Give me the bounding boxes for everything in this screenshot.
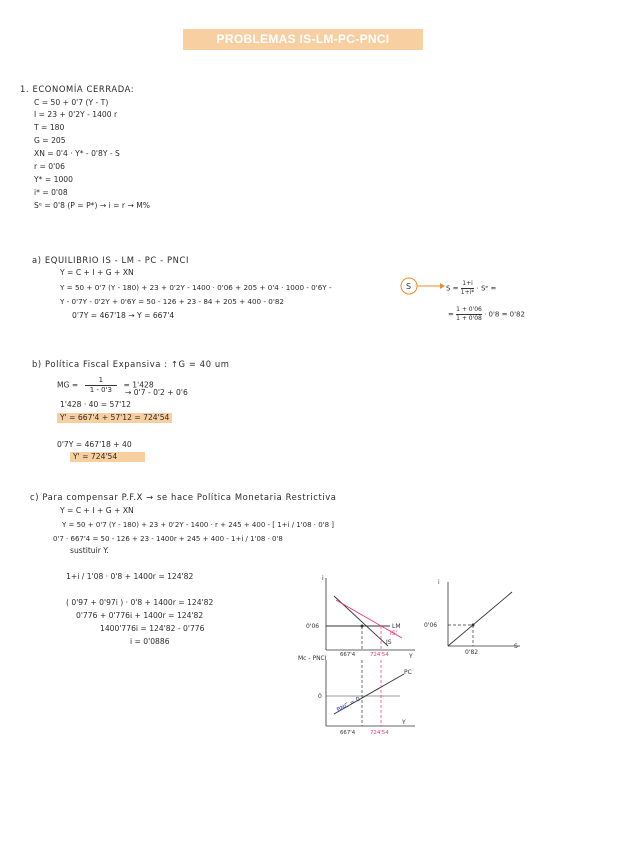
islm-r-tick: 0'06 — [306, 623, 320, 630]
pc-label: PC — [404, 669, 412, 676]
part-c-line: 0'7 · 667'4 = 50 - 126 + 23 - 1400r + 245 + 400 - 1+i / 1'08 · 0'8 — [53, 535, 283, 543]
frac1-den: 1+i* — [460, 289, 475, 296]
part-c-line: 1400'776i = 124'82 - 0'776 — [100, 624, 205, 633]
pc-x-label: Y — [402, 719, 406, 726]
part-c-line: sustituir Y. — [70, 546, 109, 555]
mg-label: MG = — [57, 380, 79, 390]
part-b-line: 1'428 · 40 = 57'12 — [60, 400, 131, 409]
part-a-line: 0'7Y = 467'18 → Y = 667'4 — [72, 311, 175, 320]
part-b-line: 0'7Y = 467'18 + 40 — [57, 440, 132, 449]
exchange-rate-eq: S = $\frac{1+i}{1+i*}$ · Sᵉ = — [446, 280, 497, 296]
pc-x-tick: 667'4 — [340, 730, 356, 736]
exchange-rate-result: = $\frac{1 + 0'06}{1 + 0'08}$ · 0'8 = 0'82 — [448, 306, 525, 322]
highlight-result: Y' = 667'4 + 57'12 = 724'54 — [57, 413, 172, 423]
pc-origin-label: 0 — [318, 693, 322, 700]
section1-heading: 1. ECONOMÍA CERRADA: — [20, 84, 135, 94]
frac1-num: 1+i — [462, 280, 473, 287]
part-c-line: 0'776 + 0'776i + 1400r = 124'82 — [76, 611, 204, 620]
mg-num: 1 — [85, 376, 117, 386]
si-y-label: i — [438, 579, 440, 586]
highlight-result: Y' = 724'54 — [70, 452, 145, 462]
circled-s-label: S — [406, 282, 412, 291]
pc-graph — [290, 656, 420, 741]
part-c-line: 1+i / 1'08 · 0'8 + 1400r = 124'82 — [66, 572, 194, 581]
mg-note: → 0'7 - 0'2 + 0'6 — [125, 388, 188, 397]
frac2-num: 1 + 0'06 — [456, 306, 482, 313]
s-i-graph — [420, 576, 525, 656]
part-a-heading: a) EQUILIBRIO IS - LM - PC - PNCI — [32, 255, 190, 265]
section1-line: C = 50 + 0'7 (Y - T) — [34, 98, 109, 107]
section1-line: XN = 0'4 · Y* - 0'8Y - S — [34, 149, 120, 158]
section1-line: T = 180 — [34, 123, 65, 132]
s-i-curve — [448, 592, 512, 646]
section1-line: r = 0'06 — [34, 162, 65, 171]
frac2-den: 1 + 0'08 — [456, 315, 482, 322]
is-prime-label: IS' — [390, 630, 398, 637]
section1-line: I = 23 + 0'2Y - 1400 r — [34, 110, 118, 119]
islm-x-tick: 724'54 — [370, 652, 389, 658]
circled-s-with-arrow — [398, 276, 448, 296]
pc-x-tick: 724'54 — [370, 730, 389, 736]
part-c-heading: c) Para compensar P.F.X → se hace Política Monetaria Restrictiva — [30, 492, 337, 502]
part-b-heading: b) Política Fiscal Expansiva : ↑G = 40 um — [32, 359, 230, 369]
part-c-line: ( 0'97 + 0'97i ) · 0'8 + 1400r = 124'82 — [66, 598, 214, 607]
mg-den: 1 - 0'3 — [89, 386, 112, 394]
page-title: PROBLEMAS IS-LM-PC-PNCI — [183, 29, 423, 50]
mg-result: = 1'428 — [123, 380, 154, 390]
is-label: IS — [386, 639, 392, 646]
part-c-line: Y = 50 + 0'7 (Y - 180) + 23 + 0'2Y - 1400 · r + 245 + 400 - [ 1+i / 1'08 · 0'8 ] — [62, 521, 335, 529]
islm-x-label: Y — [409, 653, 413, 660]
islm-graph — [290, 570, 420, 660]
section1-line: Y* = 1000 — [34, 175, 73, 184]
part-a-line: Y = 50 + 0'7 (Y - 180) + 23 + 0'2Y - 1400 · 0'06 + 205 + 0'4 · 1000 - 0'6Y - — [60, 283, 332, 292]
part-a-line: Y = C + I + G + XN — [60, 268, 134, 277]
si-x-label: S — [514, 643, 518, 650]
si-x-tick: 0'82 — [465, 649, 479, 656]
si-point — [472, 624, 475, 627]
part-c-line: i = 0'0886 — [130, 637, 170, 646]
section1-line: Sᵉ = 0'8 (P = P*) → i = r → M% — [34, 201, 150, 210]
islm-y-label: i — [322, 575, 324, 582]
section1-line: G = 205 — [34, 136, 66, 145]
bnc-label: BNC = 0 — [335, 695, 362, 714]
section1-line: i* = 0'08 — [34, 188, 68, 197]
part-a-line: Y - 0'7Y - 0'2Y + 0'6Y = 50 - 126 + 23 - 84 + 205 + 400 - 0'82 — [60, 297, 284, 306]
lm-label: LM — [392, 623, 401, 630]
si-y-tick: 0'06 — [424, 622, 438, 629]
part-c-line: Y = C + I + G + XN — [60, 506, 134, 515]
pc-y-label: Mc - PNCI — [298, 655, 327, 662]
islm-x-tick: 667'4 — [340, 652, 356, 658]
